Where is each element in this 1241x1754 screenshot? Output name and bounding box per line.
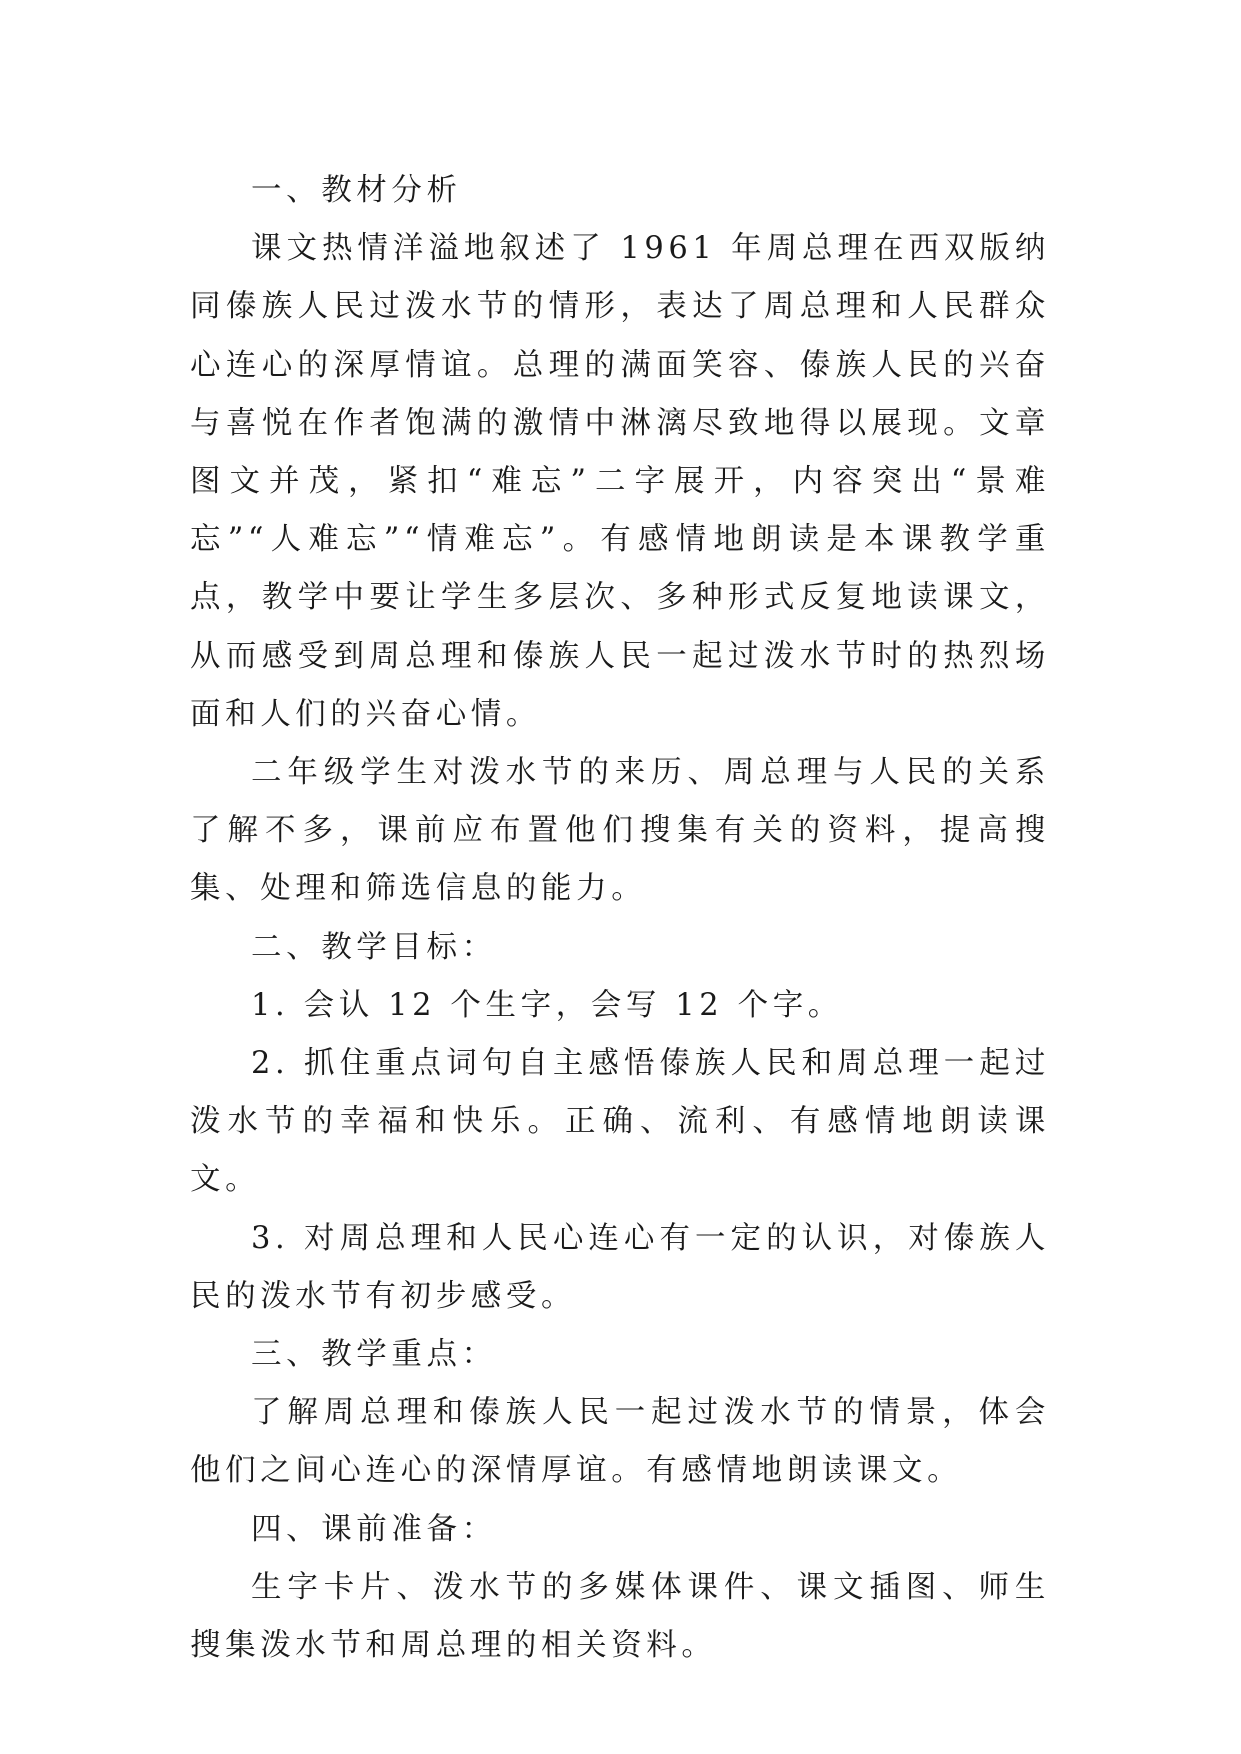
goal-item-3: 3. 对周总理和人民心连心有一定的认识，对傣族人民的泼水节有初步感受。	[190, 1220, 1050, 1314]
paragraph-student-analysis: 二年级学生对泼水节的来历、周总理与人民的关系了解不多，课前应布置他们搜集有关的资料，提高搜集、处理和筛选信息的能力。	[190, 755, 1050, 907]
goal-item-2: 2. 抓住重点词句自主感悟傣族人民和周总理一起过泼水节的幸福和快乐。正确、流利、有感情地朗读课文。	[190, 1046, 1050, 1198]
section-heading-key-points: 三、教学重点：	[251, 1337, 497, 1373]
paragraph-key-points: 了解周总理和傣族人民一起过泼水节的情景，体会他们之间心连心的深情厚谊。有感情地朗读课文。	[190, 1395, 1050, 1489]
paragraph-text-summary: 课文热情洋溢地叙述了 1961 年周总理在西双版纳同傣族人民过泼水节的情形，表达了周总理和人民群众心连心的深厚情谊。总理的满面笑容、傣族人民的兴奋与喜悦在作者饱满的激情中淋漓尽致地得以展现。文章图文并茂，紧扣“难忘”二字展开，内容突出“景难忘”“人难忘”“情难忘”。有感情地朗读是本课教学重点，教学中要让学生多层次、多种形式反复地读课文，从而感受到周总理和傣族人民一起过泼水节时的热烈场面和人们的兴奋心情。	[190, 231, 1050, 732]
goal-item-1: 1. 会认 12 个生字，会写 12 个字。	[251, 987, 843, 1023]
document-body	[190, 162, 1050, 1675]
section-heading-preparation: 四、课前准备：	[251, 1511, 497, 1547]
paragraph-preparation: 生字卡片、泼水节的多媒体课件、课文插图、师生搜集泼水节和周总理的相关资料。	[190, 1569, 1050, 1664]
section-heading-textbook-analysis: 一、教材分析	[251, 173, 462, 208]
section-heading-teaching-goals: 二、教学目标：	[251, 929, 497, 965]
